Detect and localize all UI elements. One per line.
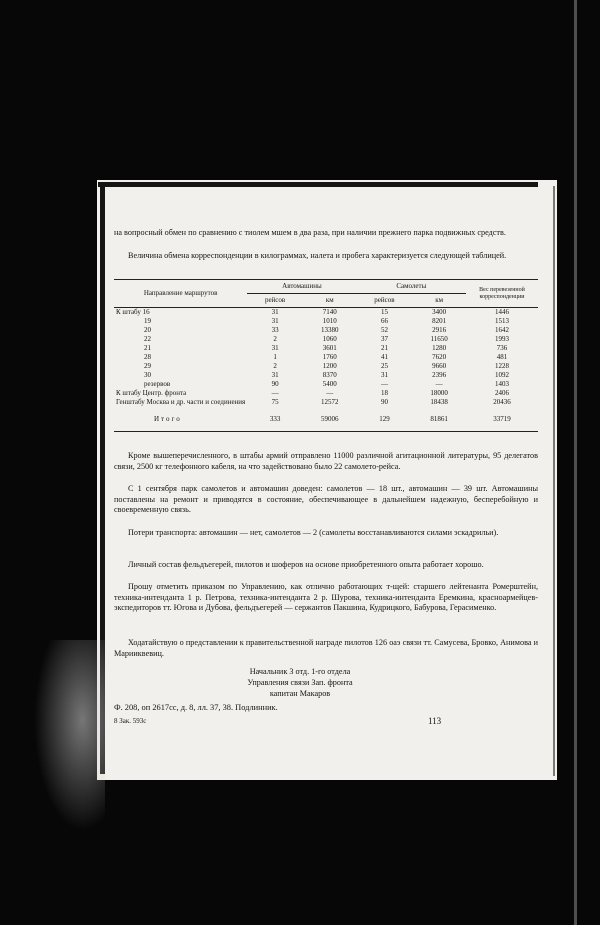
scan-noise [30, 640, 105, 840]
table-bottom-rule [114, 431, 538, 432]
table-cell: 75 [271, 398, 279, 406]
row-label: 21 [144, 344, 151, 352]
table-cell: 18438 [430, 398, 448, 406]
table-row [114, 335, 538, 344]
total-cell: 81861 [430, 415, 448, 423]
col-group-plane: Самолеты [357, 280, 466, 294]
row-label: 29 [144, 362, 151, 370]
body-paragraph-6: Ходатайствую о представлении к правительственной награде пилотов 126 оаэ связи тт. Самусева, Бровко, Анимова и Марииквевиц. [114, 638, 538, 658]
signature-line-2: Управления связи Зап. фронта [247, 678, 353, 687]
table-cell: 1403 [495, 380, 509, 388]
row-label: К штабу 16 [116, 308, 150, 316]
table-cell: 41 [380, 353, 388, 361]
intro-paragraph-2: Величина обмена корреспонденции в килограммах, налета и пробега характеризуется следующей таблицей. [128, 251, 507, 260]
table-cell: 1010 [322, 317, 337, 325]
row-label: 20 [144, 326, 151, 334]
table-cell: 37 [380, 335, 388, 343]
scan-edge [574, 0, 577, 925]
table-row [114, 317, 538, 326]
signature-line-3: капитан Макаров [269, 689, 331, 698]
table-row [114, 371, 538, 380]
table-cell: 1228 [495, 362, 509, 370]
table-cell: 1280 [432, 344, 447, 352]
table-body [114, 308, 538, 425]
table-cell: 11650 [430, 335, 448, 343]
table-cell: 31 [271, 317, 279, 325]
table-total-row [114, 407, 538, 424]
row-label: 22 [144, 335, 151, 343]
col-auto-trips: рейсов [247, 294, 303, 308]
table-cell: 1642 [495, 326, 509, 334]
table-cell: 7140 [322, 308, 337, 316]
table-cell: 3601 [322, 344, 337, 352]
page-right-rule [553, 186, 555, 776]
row-label: резервов [144, 380, 171, 388]
table-cell: 13380 [321, 326, 339, 334]
table-cell: 33 [271, 326, 279, 334]
table-row [114, 398, 538, 407]
total-cell: 59006 [321, 415, 339, 423]
exchange-table [114, 280, 538, 424]
body-paragraph-2: С 1 сентября парк самолетов и автомашин доведен: самолетов — 18 шт., автомашин — 39 шт. Автомашины поставлены на ремонт и приводятся в состояние, обеспечивающее в дальнейшем надежную, бесперебойную и своевременную связь. [114, 484, 538, 515]
row-label: 30 [144, 371, 151, 379]
table-row [114, 353, 538, 362]
body-paragraph-4: Личный состав фельдъегерей, пилотов и шоферов на основе приобретенного опыта работает хорошо. [128, 560, 484, 569]
table-cell: 736 [496, 344, 508, 352]
table-cell: 1993 [495, 335, 509, 343]
table-cell: 31 [271, 371, 279, 379]
col-mail: Вес перевезенной корреспонденции [466, 280, 538, 308]
table-cell: 1200 [322, 362, 337, 370]
table-cell: 2406 [495, 389, 509, 397]
table-cell: 2 [273, 362, 277, 370]
table-cell: 1 [273, 353, 277, 361]
table-cell: 21 [380, 344, 388, 352]
table-cell: 1760 [322, 353, 337, 361]
table-cell: 18 [380, 389, 388, 397]
table-cell: 2 [273, 335, 277, 343]
col-plane-trips: рейсов [357, 294, 413, 308]
table-row [114, 362, 538, 371]
table-cell: 25 [380, 362, 388, 370]
table-cell: 66 [380, 317, 388, 325]
table-cell: 31 [271, 308, 279, 316]
footer-order-number: 8 Зак. 593с [114, 717, 147, 725]
row-label: 19 [144, 317, 151, 325]
signature-line-1: Начальник 3 отд. 1-го отдела [249, 667, 351, 676]
frame-top-rule [98, 182, 538, 187]
table-cell: 5400 [322, 380, 337, 388]
col-group-auto: Автомашины [247, 280, 356, 294]
table-cell: — [380, 380, 388, 388]
page-number: 113 [428, 716, 442, 726]
table-cell: 31 [380, 371, 388, 379]
table-cell: 8370 [322, 371, 337, 379]
source-reference: Ф. 208, оп 2617сс, д. 8, лл. 37, 38. Подлинник. [114, 703, 278, 712]
table-cell: 90 [271, 380, 279, 388]
row-label: 28 [144, 353, 151, 361]
col-plane-km: км [412, 294, 466, 308]
table-cell: 1446 [495, 308, 509, 316]
col-route: Направление маршрутов [114, 280, 247, 308]
table-row [114, 389, 538, 398]
table-cell: 90 [380, 398, 388, 406]
row-label: К штабу Центр. фронта [116, 389, 187, 397]
row-label: Генштабу Москва и др. части и соединения [116, 398, 246, 406]
table-row [114, 380, 538, 389]
body-paragraph-1: Кроме вышеперечисленного, в штабы армий отправлено 11000 различной агитационной литературы, 95 делегатов связи, 2500 кг телефонного кабеля, на что задействовано было 22 самолето-рейса. [114, 451, 538, 471]
body-paragraph-3: Потери транспорта: автомашин — нет, самолетов — 2 (самолеты восстанавливаются силами эскадрильи). [128, 528, 499, 537]
col-auto-km: км [303, 294, 357, 308]
table-cell: 2916 [432, 326, 447, 334]
table-cell: 20436 [493, 398, 511, 406]
total-label: Итого [154, 415, 182, 423]
table-cell: 3400 [432, 308, 447, 316]
table-cell: 31 [271, 344, 279, 352]
table-cell: 1092 [495, 371, 509, 379]
table-cell: — [326, 389, 334, 397]
table-row [114, 308, 538, 318]
table-cell: 9660 [432, 362, 447, 370]
total-cell: 33719 [493, 415, 511, 423]
intro-paragraph-1: на вопросный обмен по сравнению с тиолем мшем в два раза, при наличии прежнего парка подвижных средств. [114, 228, 506, 237]
table-cell: 15 [380, 308, 388, 316]
total-cell: 129 [379, 415, 390, 423]
table-cell: 18000 [430, 389, 448, 397]
table-cell: — [435, 380, 443, 388]
table-cell: 52 [380, 326, 388, 334]
table-cell: 481 [496, 353, 508, 361]
table-cell: 2396 [432, 371, 447, 379]
table-cell: 1513 [495, 317, 509, 325]
table-cell: 8201 [432, 317, 447, 325]
table-cell: — [271, 389, 279, 397]
table-cell: 1060 [322, 335, 337, 343]
table-row [114, 344, 538, 353]
body-paragraph-5: Прошу отметить приказом по Управлению, как отлично работающих т-щей: старшего лейтенанта Ромерштейн, техника-интенданта 1 р. Петрова, техника-интенданта 2 р. Шурова, техника-интенданта Еремкина, красноармейцев-экспедиторов тт. Югова и Дубова, фельдъегерей — сержантов Пакшина, Кудрицкого, Бабурова, Герасименко. [114, 582, 538, 613]
total-cell: 333 [269, 415, 281, 423]
table-cell: 12572 [321, 398, 339, 406]
table-cell: 7620 [432, 353, 447, 361]
table-row [114, 326, 538, 335]
